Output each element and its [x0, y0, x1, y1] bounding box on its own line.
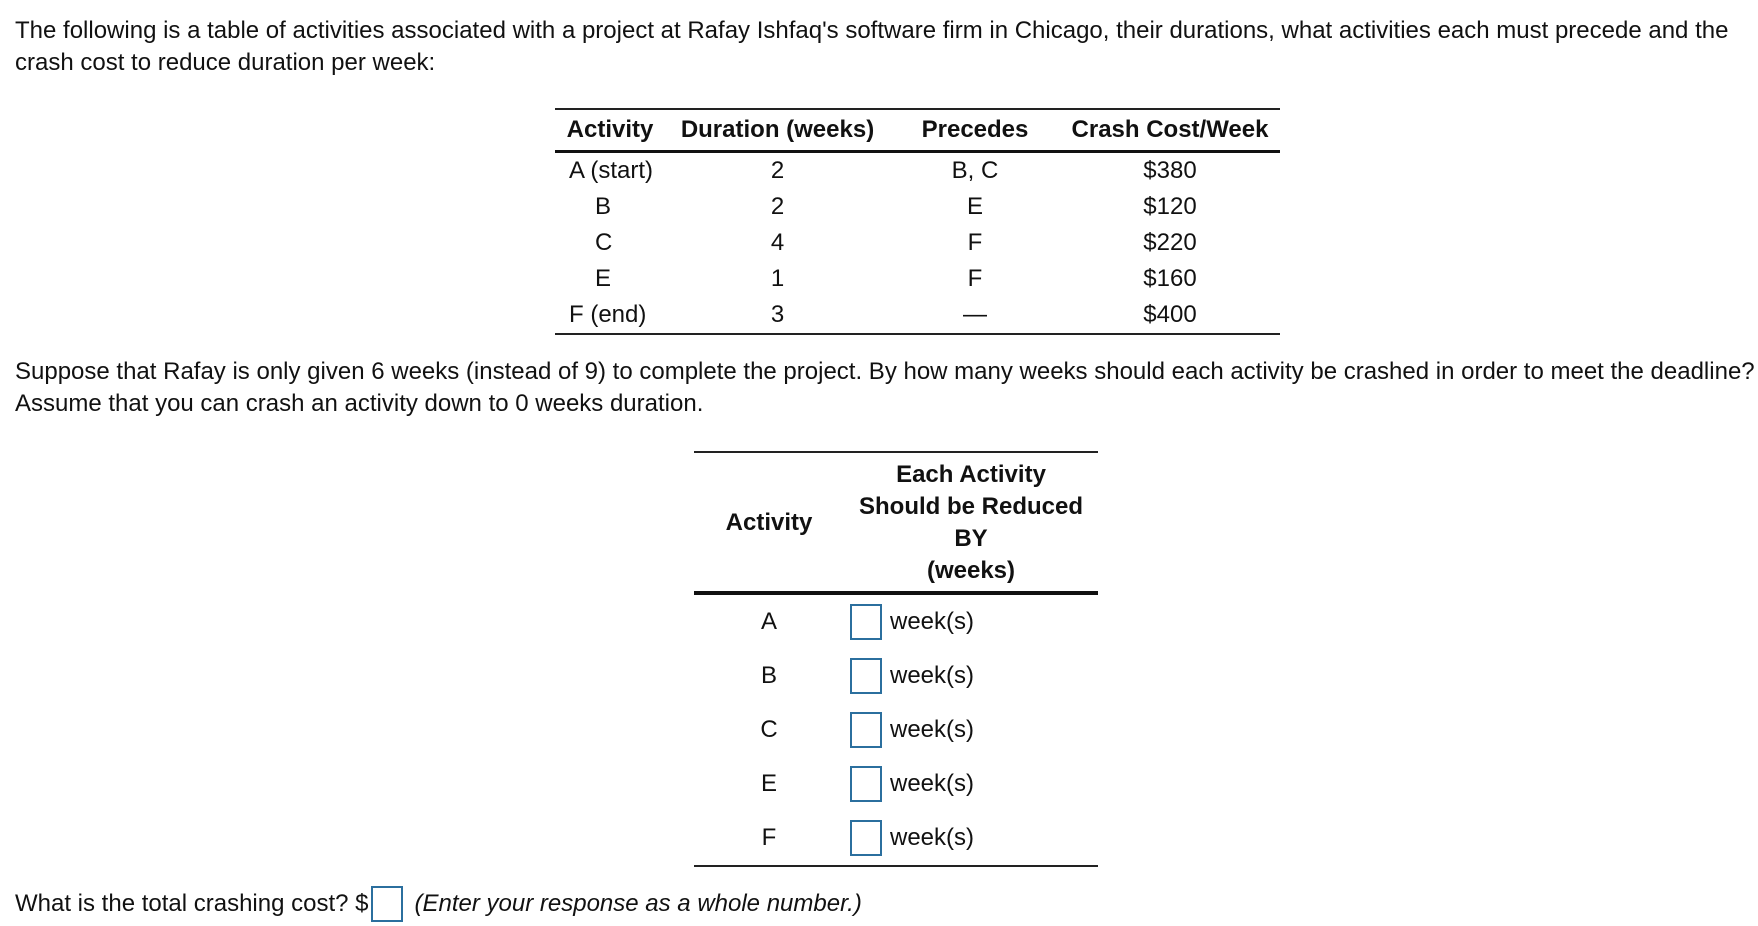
crash-cost-cell: $380 [1143, 157, 1197, 184]
total-cost-label: What is the total crashing cost? $ [15, 890, 369, 917]
activity-label: B [760, 662, 777, 689]
precedes-cell: F [967, 265, 983, 292]
precedes-cell: B, C [951, 157, 999, 184]
unit-label: week(s) [890, 662, 975, 689]
table-row [694, 593, 1098, 649]
activity-label: E [760, 770, 777, 797]
activity-table-header-row [555, 109, 1280, 152]
header-reduce-line-4: (weeks) [926, 557, 1016, 584]
duration-cell: 4 [770, 229, 785, 256]
activity-label: F [761, 824, 777, 851]
reduce-input-e[interactable] [850, 766, 882, 802]
crash-answer-table [694, 451, 1098, 867]
precedes-cell: E [966, 193, 983, 220]
precedes-cell: F [967, 229, 983, 256]
header-reduce-line-1: Each Activity [896, 461, 1046, 488]
header-duration: Duration (weeks) [680, 116, 875, 143]
activity-table [555, 108, 1280, 335]
table-row [694, 703, 1098, 757]
reduce-input-a[interactable] [850, 604, 882, 640]
reduce-input-c[interactable] [850, 712, 882, 748]
duration-cell: 2 [770, 193, 785, 220]
total-cost-question [15, 884, 862, 924]
activity-cell: C [595, 229, 613, 256]
header-activity: Activity [566, 116, 654, 143]
reduce-input-b[interactable] [850, 658, 882, 694]
activity-label: A [760, 608, 777, 635]
activity-cell: B [595, 193, 612, 220]
table-row [555, 261, 1280, 297]
answer-format-hint: (Enter your response as a whole number.) [414, 890, 862, 917]
reduce-input-f[interactable] [850, 820, 882, 856]
activity-cell: E [595, 265, 612, 292]
activity-label: C [760, 716, 778, 743]
activity-cell: A (start) [569, 157, 654, 184]
header-precedes: Precedes [921, 116, 1029, 143]
header-crash-cost: Crash Cost/Week [1071, 116, 1269, 143]
header-reduce-line-3: BY [954, 525, 988, 552]
unit-label: week(s) [890, 716, 975, 743]
header-activity: Activity [725, 509, 813, 536]
crash-cost-cell: $220 [1143, 229, 1197, 256]
table-row [694, 811, 1098, 866]
question-paragraph: Suppose that Rafay is only given 6 weeks (instead of 9) to complete the project. By how many weeks should each activity be crashed in order to meet the deadline? Assume that you can crash an activity down to 0 weeks duration. [15, 358, 1755, 417]
table-row [555, 189, 1280, 225]
duration-cell: 1 [770, 265, 785, 292]
crash-cost-cell: $160 [1143, 265, 1197, 292]
table-row [555, 225, 1280, 261]
unit-label: week(s) [890, 824, 975, 851]
table-row [555, 297, 1280, 334]
table-row [694, 757, 1098, 811]
header-reduce-line-2: Should be Reduced [858, 493, 1083, 520]
unit-label: week(s) [890, 770, 975, 797]
answer-table-header-row [694, 452, 1098, 593]
total-cost-input[interactable] [371, 886, 403, 922]
intro-paragraph: The following is a table of activities associated with a project at Rafay Ishfaq's software firm in Chicago, their durations, what activities each must precede and the crash cost to reduce duration per week: [15, 17, 1729, 76]
unit-label: week(s) [890, 608, 975, 635]
crash-cost-cell: $120 [1143, 193, 1197, 220]
precedes-cell: — [963, 301, 987, 328]
table-row [694, 649, 1098, 703]
duration-cell: 2 [770, 157, 785, 184]
table-row [555, 152, 1280, 190]
duration-cell: 3 [770, 301, 785, 328]
activity-cell: F (end) [569, 301, 647, 328]
crash-cost-cell: $400 [1143, 301, 1197, 328]
header-reduce-by [844, 452, 1098, 593]
